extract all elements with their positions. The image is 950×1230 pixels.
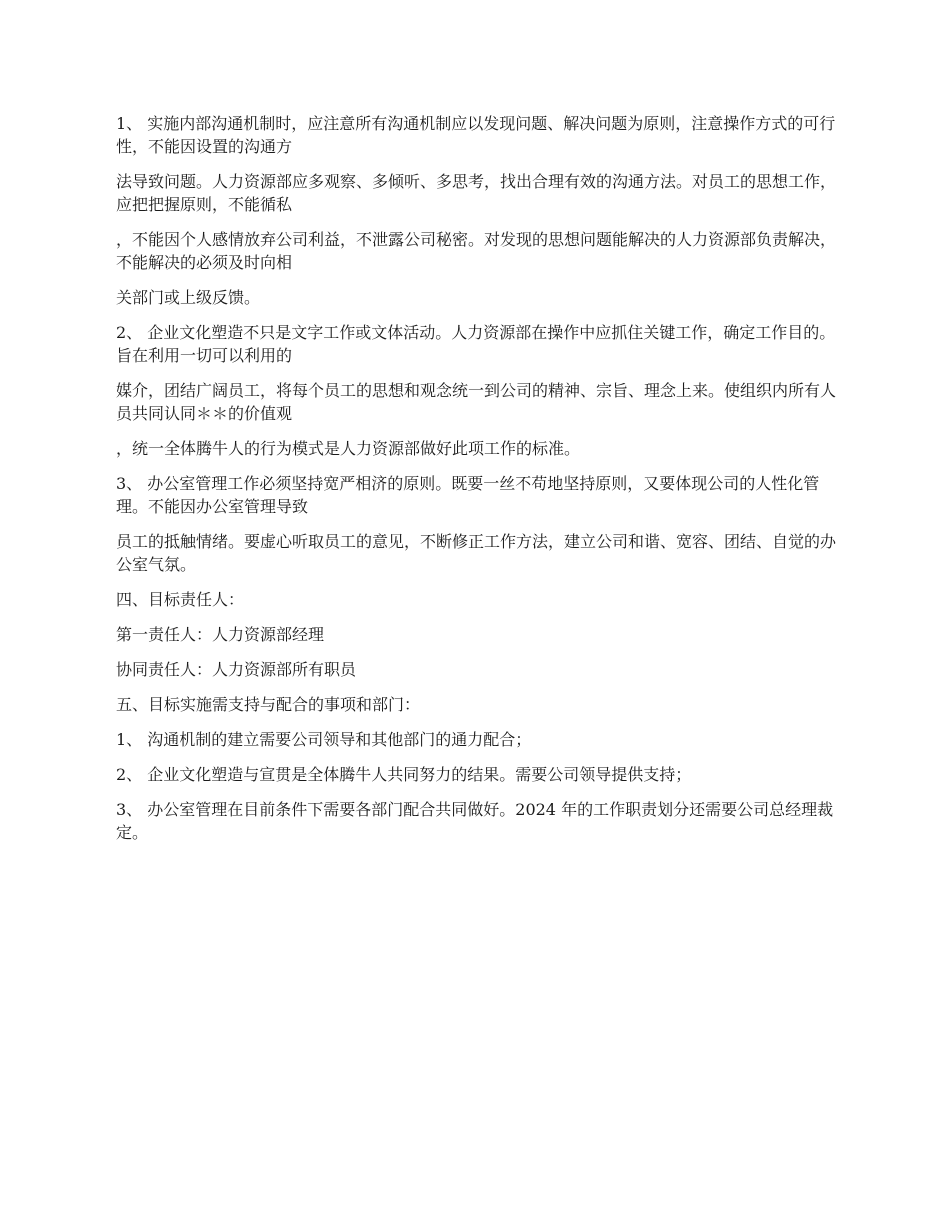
paragraph-communication-4: 关部门或上级反馈。 — [116, 288, 261, 307]
paragraph-communication-2: 法导致问题。人力资源部应多观察、多倾听、多思考，找出合理有效的沟通方法。对员工的思想工作，应把把握原则，不能循私 — [116, 172, 837, 214]
paragraph-communication-3: ，不能因个人感情放弃公司利益，不泄露公司秘密。对发现的思想问题能解决的人力资源部负责解决，不能解决的必须及时向相 — [116, 230, 837, 272]
document-body — [116, 112, 841, 856]
paragraph-communication-1: 1、 实施内部沟通机制时，应注意所有沟通机制应以发现问题、解决问题为原则，注意操作方式的可行性，不能因设置的沟通方 — [116, 114, 836, 156]
paragraph-culture-3: ，统一全体腾牛人的行为模式是人力资源部做好此项工作的标准。 — [116, 439, 581, 458]
paragraph-culture-2: 媒介，团结广阔员工，将每个员工的思想和观念统一到公司的精神、宗旨、理念上来。使组织内所有人员共同认同＊＊的价值观 — [116, 381, 837, 423]
section-heading-responsible: 四、目标责任人： — [116, 590, 245, 609]
support-item-2: 2、 企业文化塑造与宣贯是全体腾牛人共同努力的结果。需要公司领导提供支持； — [116, 765, 692, 784]
support-item-3: 3、 办公室管理在目前条件下需要各部门配合共同做好。2024 年的工作职责划分还需要公司总经理裁定。 — [116, 800, 834, 842]
paragraph-office-2: 员工的抵触情绪。要虚心听取员工的意见，不断修正工作方法，建立公司和谐、宽容、团结、自觉的办公室气氛。 — [116, 532, 837, 574]
co-responsible: 协同责任人：人力资源部所有职员 — [116, 660, 357, 679]
primary-responsible: 第一责任人：人力资源部经理 — [116, 625, 325, 644]
support-item-1: 1、 沟通机制的建立需要公司领导和其他部门的通力配合； — [116, 730, 532, 749]
section-heading-support: 五、目标实施需支持与配合的事项和部门： — [116, 695, 421, 714]
paragraph-office-1: 3、 办公室管理工作必须坚持宽严相济的原则。既要一丝不苟地坚持原则，又要体现公司的人性化管理。不能因办公室管理导致 — [116, 474, 820, 516]
paragraph-culture-1: 2、 企业文化塑造不只是文字工作或文体活动。人力资源部在操作中应抓住关键工作，确定工作目的。旨在利用一切可以利用的 — [116, 323, 836, 365]
